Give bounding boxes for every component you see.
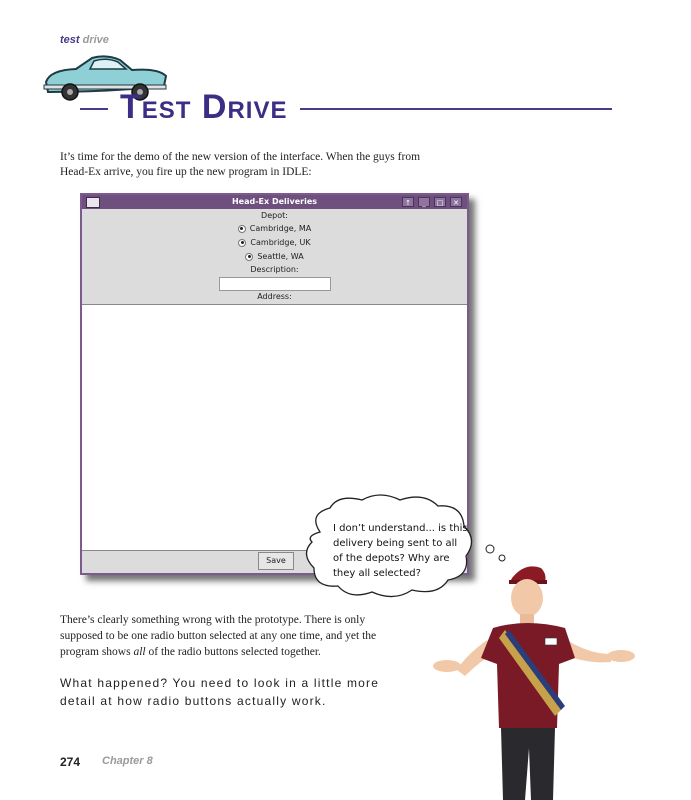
page-number: 274 bbox=[60, 755, 81, 769]
window-title: Head-Ex Deliveries bbox=[231, 197, 318, 206]
close-button[interactable]: ✕ bbox=[450, 197, 462, 207]
radio-label: Cambridge, UK bbox=[250, 238, 311, 247]
title-rule-left bbox=[80, 108, 108, 110]
description-label: Description: bbox=[250, 265, 299, 274]
callout-text: What happened? You need to look in a little more detail at how radio buttons actually work. bbox=[60, 676, 380, 708]
body-text-after: of the radio buttons selected together. bbox=[145, 646, 321, 658]
intro-paragraph: It’s time for the demo of the new version of the interface. When the guys from Head-Ex arrive, you fire up the new program in IDLE: bbox=[60, 151, 421, 178]
radio-label: Cambridge, MA bbox=[249, 224, 312, 233]
body-text-before: There’s clearly something wrong with the prototype. There is only supposed to be one radio button selected at any one time, and yet the program shows bbox=[60, 614, 377, 658]
description-input[interactable] bbox=[219, 277, 331, 291]
header-tag-drive: drive bbox=[82, 34, 109, 46]
delivery-man-illustration bbox=[425, 558, 640, 800]
title-rule-right bbox=[300, 108, 612, 110]
section-title-row bbox=[80, 88, 612, 128]
page-title: Test Drive bbox=[120, 88, 288, 126]
running-header bbox=[60, 34, 109, 46]
address-label: Address: bbox=[257, 292, 292, 301]
radio-label: Seattle, WA bbox=[257, 252, 304, 261]
minimize-button[interactable]: _ bbox=[418, 197, 430, 207]
save-button[interactable]: Save bbox=[258, 552, 294, 570]
chapter-label: Chapter 8 bbox=[102, 755, 153, 767]
body-text-emphasis: all bbox=[133, 646, 146, 658]
maximize-button[interactable]: □ bbox=[434, 197, 446, 207]
radio-selected-icon[interactable] bbox=[245, 253, 253, 261]
radio-cambridge-uk[interactable] bbox=[82, 238, 467, 247]
radio-selected-icon[interactable] bbox=[238, 239, 246, 247]
depot-label: Depot: bbox=[261, 211, 288, 220]
radio-selected-icon[interactable] bbox=[238, 225, 246, 233]
body-paragraph bbox=[60, 612, 410, 660]
window-titlebar bbox=[82, 195, 467, 209]
raise-button[interactable]: ↑ bbox=[402, 197, 414, 207]
radio-cambridge-ma[interactable] bbox=[82, 224, 467, 233]
thought-bubble-text: I don’t understand... is this delivery being sent to all of the depots? Why are they all selected? bbox=[333, 523, 468, 579]
header-tag-test: test bbox=[60, 34, 80, 46]
radio-seattle-wa[interactable] bbox=[82, 252, 467, 261]
